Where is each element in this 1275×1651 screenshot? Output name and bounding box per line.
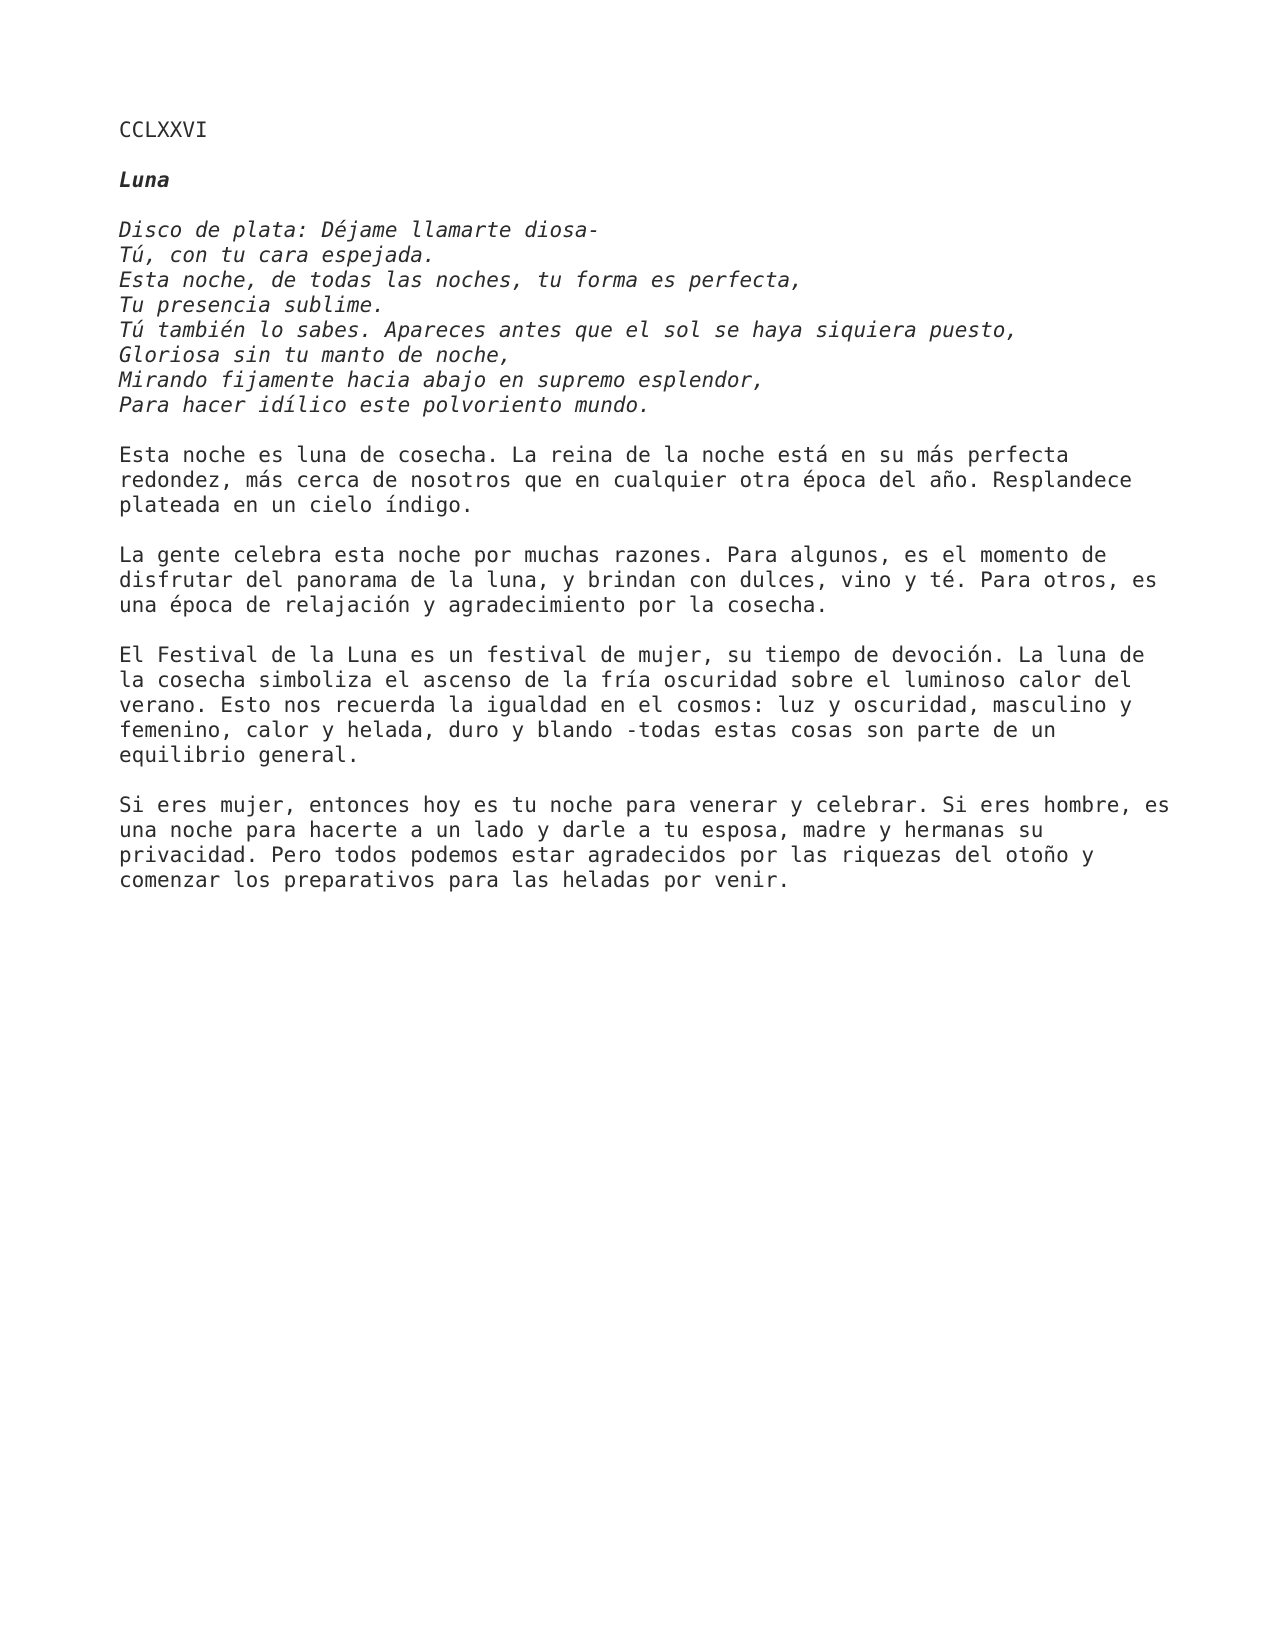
paragraph-harvest-moon [119, 443, 1199, 518]
paragraph-line: La gente celebra esta noche por muchas razones. Para algunos, es el momento de [119, 543, 1107, 567]
paragraph-line: Si eres mujer, entonces hoy es tu noche para venerar y celebrar. Si eres hombre, es [119, 793, 1171, 817]
poem-line: Tú también lo sabes. Apareces antes que el sol se haya siquiera puesto, [119, 318, 1019, 342]
document-title: Luna [119, 168, 170, 192]
paragraph-line: equilibrio general. [119, 743, 360, 767]
paragraph-line: verano. Esto nos recuerda la igualdad en el cosmos: luz y oscuridad, masculino y [119, 693, 1133, 717]
paragraph-line: privacidad. Pero todos podemos estar agradecidos por las riquezas del otoño y [119, 843, 1095, 867]
paragraph-line: plateada en un cielo índigo. [119, 493, 474, 517]
paragraph-line: la cosecha simboliza el ascenso de la fría oscuridad sobre el luminoso calor del [119, 668, 1133, 692]
poem-line: Disco de plata: Déjame llamarte diosa- [119, 218, 601, 242]
paragraph-line: femenino, calor y helada, duro y blando -todas estas cosas son parte de un [119, 718, 1057, 742]
paragraph-closing [119, 793, 1199, 893]
poem-line: Esta noche, de todas las noches, tu forma es perfecta, [119, 268, 803, 292]
poem-line: Tu presencia sublime. [119, 293, 385, 317]
paragraph-line: El Festival de la Luna es un festival de mujer, su tiempo de devoción. La luna de [119, 643, 1145, 667]
paragraph-line: redondez, más cerca de nosotros que en cualquier otra época del año. Resplandece [119, 468, 1133, 492]
paragraph-line: una época de relajación y agradecimiento por la cosecha. [119, 593, 829, 617]
section-number: CCLXXVI [119, 118, 208, 142]
poem-line: Para hacer idílico este polvoriento mundo. [119, 393, 651, 417]
paragraph-line: disfrutar del panorama de la luna, y brindan con dulces, vino y té. Para otros, es [119, 568, 1158, 592]
title-block [119, 168, 1199, 193]
section-number-block [119, 118, 1199, 143]
poem-line: Gloriosa sin tu manto de noche, [119, 343, 512, 367]
poem-line: Mirando fijamente hacia abajo en supremo esplendor, [119, 368, 765, 392]
paragraph-moon-festival [119, 643, 1199, 768]
poem [119, 218, 1199, 418]
paragraph-celebration [119, 543, 1199, 618]
paragraph-line: comenzar los preparativos para las heladas por venir. [119, 868, 791, 892]
paragraph-line: una noche para hacerte a un lado y darle a tu esposa, madre y hermanas su [119, 818, 1044, 842]
paragraph-line: Esta noche es luna de cosecha. La reina de la noche está en su más perfecta [119, 443, 1069, 467]
document-page [119, 118, 1199, 918]
poem-line: Tú, con tu cara espejada. [119, 243, 436, 267]
